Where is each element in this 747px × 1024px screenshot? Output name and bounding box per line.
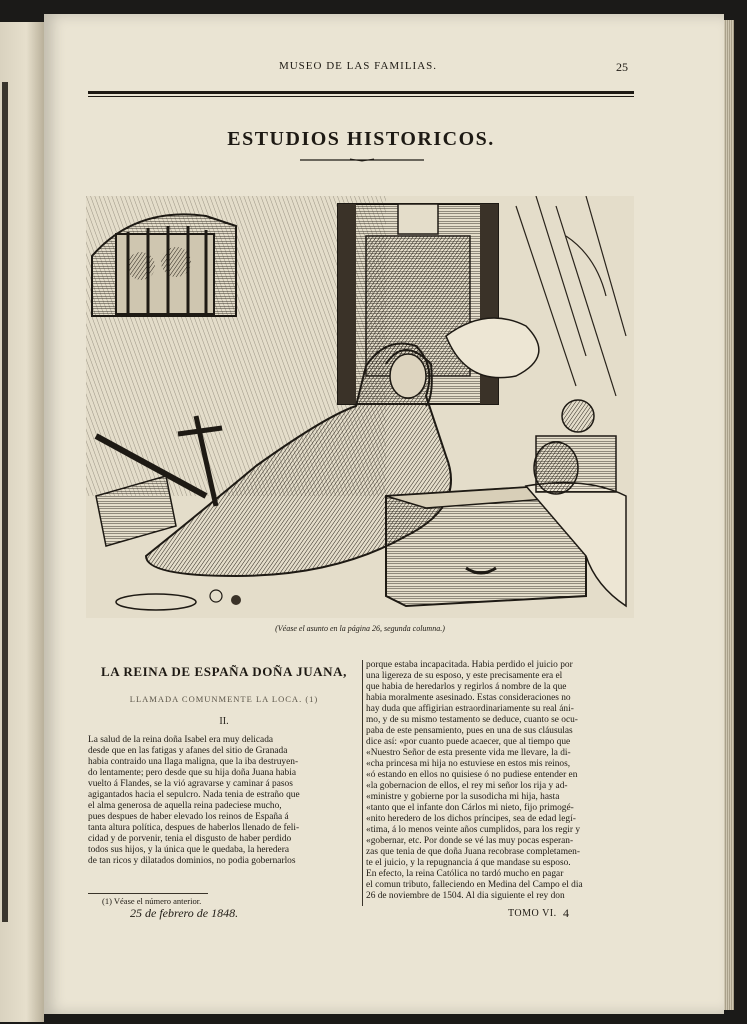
text-line: «ministre y gobierne por la susodicha mi hija, hasta — [366, 792, 560, 802]
text-line: vuelto á Flandes, se la vió agravarse y caminar á pasos — [88, 779, 293, 789]
text-line: habia contraido una llaga maligna, que la iba destruyen- — [88, 757, 299, 767]
illustration-caption: (Véase el asunto en la página 26, segunda columna.) — [275, 624, 445, 633]
page-stack-edge — [724, 20, 734, 1010]
text-line: La salud de la reina doña Isabel era muy delicada — [88, 735, 274, 745]
header-rule-thin — [88, 96, 634, 97]
text-line: tanta altura política, despues de haberlos llenado de feli- — [88, 823, 300, 833]
text-line: te el juicio, y la repugnancia á que mandase su esposo. — [366, 858, 571, 868]
footnote: (1) Véase el número anterior. — [102, 896, 202, 906]
text-line: el comun tributo, falleciendo en Medina del Campo el dia — [366, 880, 583, 890]
left-column — [88, 664, 360, 896]
issue-date: 25 de febrero de 1848. — [130, 906, 239, 920]
text-line: que habia de heredarlos y regirlos á nombre de la que — [366, 682, 567, 692]
volume-label: TOMO VI. — [508, 908, 557, 919]
text-line: dice así: «por cuanto puede acaecer, que al tiempo que — [366, 737, 571, 747]
text-line: «gobernar, etc. Por donde se vé las muy pocas esperan- — [366, 836, 574, 846]
text-line: agigantados hacia el sepulcro. Nada tenia de estraño que — [88, 790, 300, 800]
facing-page-edge — [2, 82, 8, 922]
chapter-number: II. — [219, 716, 229, 727]
text-line: porque estaba incapacitada. Habia perdido el juicio por — [366, 660, 573, 670]
running-title: MUSEO DE LAS FAMILIAS. — [278, 60, 438, 72]
text-line: zas que tenia de que doña Juana recobrase completamen- — [366, 847, 580, 857]
text-line: todos sus hijos, y la única que le quedaba, la heredera — [88, 845, 289, 855]
article-subtitle: LLAMADA COMUNMENTE LA LOCA. (1) — [129, 694, 319, 704]
text-line: cidad y de porvenir, tenia el disgusto de haber perdido — [88, 834, 292, 844]
left-column-text — [88, 735, 360, 867]
text-line: el alma generosa de aquella reina padeciese mucho, — [88, 801, 282, 811]
right-column — [366, 660, 638, 906]
article-title: LA REINA DE ESPAÑA DOÑA JUANA, — [100, 664, 347, 679]
text-line: de tan ricos y dilatados dominios, no podia gobernarlos — [88, 856, 296, 866]
signature-mark: 4 — [563, 906, 569, 920]
facing-page — [0, 22, 44, 1022]
engraving-illustration — [86, 196, 634, 618]
text-line: En efecto, la reina Católica no tardó mucho en pagar — [366, 869, 564, 879]
text-line: do lentamente; pero desde que su hija doña Juana habia — [88, 768, 297, 778]
right-column-text — [366, 660, 638, 902]
text-line: «Nuestro Señor de esta presente vida me llevare, la di- — [366, 748, 571, 758]
text-line: pues despues de haber elevado los reinos de España á — [88, 812, 289, 822]
text-line: una ligereza de su esposo, y este precisamente era el — [366, 671, 563, 681]
text-line: «cha princesa mi hija no estuviese en estos mis reinos, — [366, 759, 571, 769]
text-line: hay duda que affigirian estraordinariamente su real áni- — [366, 704, 574, 714]
text-line: desde que en las fatigas y afanes del sitio de Granada — [88, 746, 288, 756]
text-line: 26 de noviembre de 1504. Al dia siguiente el rey don — [366, 891, 565, 901]
header-rule-thick — [88, 91, 634, 94]
text-line: habia moralmente asesinado. Estas consideraciones no — [366, 693, 571, 703]
page-header — [88, 60, 628, 80]
text-line: paba de este pensamiento, pues en una de sus cláusulas — [366, 726, 573, 736]
text-line: «tima, á lo menos veinte años cumplidos, para los regir y — [366, 825, 581, 835]
column-divider — [362, 660, 363, 906]
text-line: mo, y de su mismo testamento se deduce, cuanto se ocu- — [366, 715, 578, 725]
text-line: «ó estando en ellos no quisiese ó no pudiese entender en — [366, 770, 578, 780]
title-flourish — [300, 158, 424, 162]
text-line: «tanto que el infante don Cárlos mi nieto, fijo primogé- — [366, 803, 574, 813]
text-line: «la gobernacion de ellos, el rey mi señor los rija y ad- — [366, 781, 568, 791]
page-number: 25 — [616, 60, 628, 74]
section-title: ESTUDIOS HISTORICOS. — [227, 128, 495, 150]
footnote-rule — [88, 893, 208, 894]
text-line: «nito heredero de los dichos príncipes, sea de edad legí- — [366, 814, 576, 824]
